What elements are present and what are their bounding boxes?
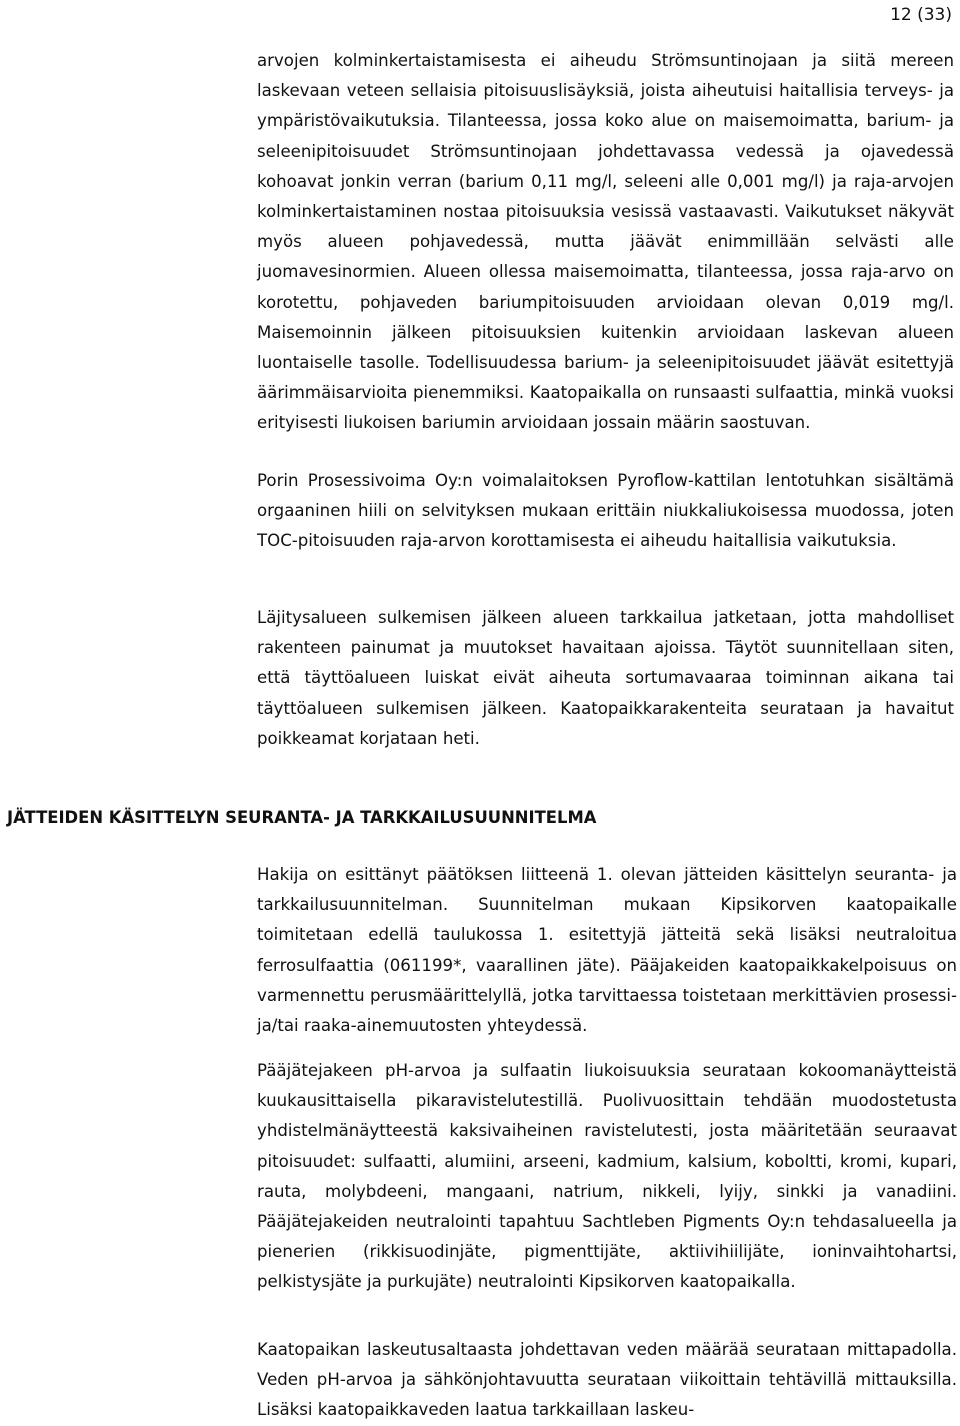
- paragraph-barium-selenium-impacts: arvojen kolminkertaistamisesta ei aiheudu Strömsuntinojaan ja siitä mereen laskevaan veteen sellaisia pitoisuuslisäyksiä, joista aiheutuisi haitallisia terveys- ja ympäristövaikutuksia. Tilanteessa, jossa koko alue on maisemoimatta, barium- ja seleenipitoisuudet Strömsuntinojaan johdettavassa vedessä ja ojavedessä kohoavat jonkin verran (barium 0,11 mg/l, seleeni alle 0,001 mg/l) ja raja-arvojen kolminkertaistaminen nostaa pitoisuuksia vesissä vastaavasti. Vaikutukset näkyvät myös alueen pohjavedessä, mutta jäävät enimmillään selvästi alle juomavesinormien. Alueen ollessa maisemoimatta, tilanteessa, jossa raja-arvo on korotettu, pohjaveden bariumpitoisuuden arvioidaan olevan 0,019 mg/l. Maisemoinnin jälkeen pitoisuuksien kuitenkin arvioidaan laskevan alueen luontaiselle tasolle. Todellisuudessa barium- ja seleenipitoisuudet jäävät esitettyjä äärimmäisarvioita pienemmiksi. Kaatopaikalla on runsaasti sulfaattia, minkä vuoksi erityisesti liukoisen bariumin arvioidaan jossain määrin saostuvan.: [257, 51, 954, 433]
- section-heading-waste-monitoring-plan: JÄTTEIDEN KÄSITTELYN SEURANTA- JA TARKKAILUSUUNNITELMA: [7, 808, 597, 827]
- paragraph-monitoring-plan-overview: Hakija on esittänyt päätöksen liitteenä 1. olevan jätteiden käsittelyn seuranta- ja tarkkailusuunnitelman. Suunnitelman mukaan Kipsikorven kaatopaikalle toimitetaan edellä taulukossa 1. esitettyjä jätteitä sekä lisäksi neutraloitua ferrosulfaattia (061199*, vaarallinen jäte). Pääjakeiden kaatopaikkakelpoisuus on varmennettu perusmäärittelyllä, jotka tarvittaessa toistetaan merkittävien prosessi- ja/tai raaka-ainemuutosten yhteydessä.: [257, 865, 957, 1036]
- paragraph-settling-pond-water: Kaatopaikan laskeutusaltaasta johdettavan veden määrää seurataan mittapadolla. Veden pH-arvoa ja sähkönjohtavuutta seurataan viikoittain tehtävillä mittauksilla. Lisäksi kaatopaikkaveden laatua tarkkaillaan laskeu-: [257, 1340, 957, 1420]
- paragraph-post-closure-monitoring: Läjitysalueen sulkemisen jälkeen alueen tarkkailua jatketaan, jotta mahdolliset rakenteen painumat ja muutokset havaitaan ajoissa. Täytöt suunnitellaan siten, että täyttöalueen luiskat eivät aiheuta sortumavaaraa toiminnan aikana tai täyttöalueen sulkemisen jälkeen. Kaatopaikkarakenteita seurataan ja havaitut poikkeamat korjataan heti.: [257, 608, 954, 748]
- paragraph-fly-ash-organic-carbon: Porin Prosessivoima Oy:n voimalaitoksen Pyroflow-kattilan lentotuhkan sisältämä orgaaninen hiili on selvityksen mukaan erittäin niukkaliukoisessa muodossa, joten TOC-pitoisuuden raja-arvon korottamisesta ei aiheudu haitallisia vaikutuksia.: [257, 471, 954, 551]
- page-number: 12 (33): [890, 5, 952, 25]
- paragraph-ph-sulfate-testing: Pääjätejakeen pH-arvoa ja sulfaatin liukoisuuksia seurataan kokoomanäytteistä kuukausittaisella pikaravistelutestillä. Puolivuosittain tehdään muodostetusta yhdistelmänäytteestä kaksivaiheinen ravistelutesti, josta määritetään seuraavat pitoisuudet: sulfaatti, alumiini, arseeni, kadmium, kalsium, koboltti, kromi, kupari, rauta, molybdeeni, mangaani, natrium, nikkeli, lyijy, sinkki ja vanadiini. Pääjätejakeiden neutralointi tapahtuu Sachtleben Pigments Oy:n tehdasalueella ja pienerien (rikkisuodinjäte, pigmenttijäte, aktiivihiilijäte, ioninvaihtohartsi, pelkistysjäte ja purkujäte) neutralointi Kipsikorven kaatopaikalla.: [257, 1061, 957, 1292]
